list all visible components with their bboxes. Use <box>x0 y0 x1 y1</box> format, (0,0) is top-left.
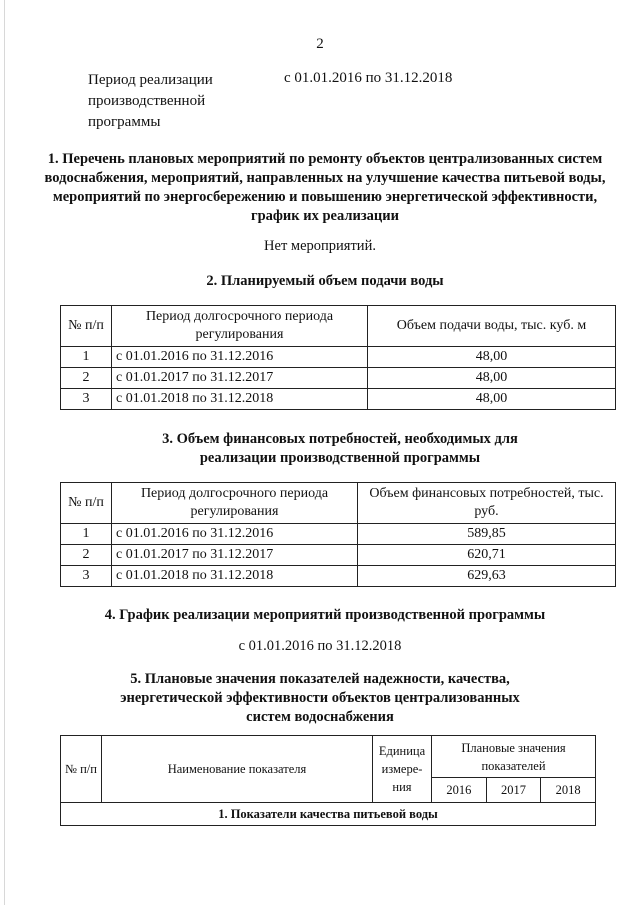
period-label: Период реализации производственной программы <box>88 72 213 130</box>
cell-value: 48,00 <box>368 389 616 410</box>
cell-period: с 01.01.2016 по 31.12.2016 <box>112 524 358 545</box>
header-year: 2017 <box>486 778 541 803</box>
cell-num: 1 <box>61 524 112 545</box>
cell-period: с 01.01.2017 по 31.12.2017 <box>112 368 368 389</box>
cell-value: 48,00 <box>368 368 616 389</box>
header-unit: Единица измере-ния <box>373 736 432 803</box>
section1-note: Нет мероприятий. <box>264 238 376 254</box>
header-year: 2016 <box>432 778 487 803</box>
table-row <box>61 566 616 587</box>
cell-period: с 01.01.2017 по 31.12.2017 <box>112 545 358 566</box>
cell-period: с 01.01.2016 по 31.12.2016 <box>112 347 368 368</box>
header-num: № п/п <box>61 736 102 803</box>
cell-value: 48,00 <box>368 347 616 368</box>
table-row <box>61 389 616 410</box>
header-value: Объем финансовых потребностей, тыс. руб. <box>358 483 616 524</box>
table-header-row <box>61 736 596 778</box>
scan-edge-line <box>4 0 5 905</box>
cell-value: 620,71 <box>358 545 616 566</box>
section1-title: 1. Перечень плановых мероприятий по ремонту объектов централизованных систем водоснабжения, мероприятий, направленных на улучшение качества питьевой воды, мероприятий по энергосбережению и повышению энергетической эффективности, график их реализации <box>44 151 606 224</box>
table-row <box>61 347 616 368</box>
header-planned: Плановые значения показателей <box>432 736 596 778</box>
cell-num: 2 <box>61 545 112 566</box>
section4-title: 4. График реализации мероприятий производственной программы <box>104 607 546 623</box>
water-supply-table <box>60 305 616 410</box>
table-group-row <box>61 803 596 826</box>
page-number: 2 <box>316 36 324 52</box>
group-title: 1. Показатели качества питьевой воды <box>61 803 596 826</box>
cell-num: 2 <box>61 368 112 389</box>
header-period: Период долгосрочного периода регулирования <box>112 483 358 524</box>
financial-needs-table <box>60 482 616 587</box>
table-header-row <box>61 483 616 524</box>
header-name: Наименование показателя <box>102 736 373 803</box>
cell-num: 3 <box>61 389 112 410</box>
table-row <box>61 545 616 566</box>
cell-num: 1 <box>61 347 112 368</box>
table-header-row <box>61 306 616 347</box>
cell-period: с 01.01.2018 по 31.12.2018 <box>112 389 368 410</box>
cell-value: 629,63 <box>358 566 616 587</box>
header-num: № п/п <box>61 306 112 347</box>
header-period: Период долгосрочного периода регулирования <box>112 306 368 347</box>
section4-period: с 01.01.2016 по 31.12.2018 <box>238 638 402 654</box>
section3-title: 3. Объем финансовых потребностей, необходимых для реализации производственной программы <box>162 431 518 466</box>
cell-value: 589,85 <box>358 524 616 545</box>
cell-num: 3 <box>61 566 112 587</box>
section2-title: 2. Планируемый объем подачи воды <box>206 273 444 289</box>
header-value: Объем подачи воды, тыс. куб. м <box>368 306 616 347</box>
section5-title: 5. Плановые значения показателей надежности, качества, энергетической эффективности объектов централизованных систем водоснабжения <box>120 671 520 725</box>
cell-period: с 01.01.2018 по 31.12.2018 <box>112 566 358 587</box>
table-row <box>61 368 616 389</box>
header-year: 2018 <box>541 778 596 803</box>
period-value: с 01.01.2016 по 31.12.2018 <box>284 70 453 86</box>
table-row <box>61 524 616 545</box>
indicators-table <box>60 735 596 826</box>
header-num: № п/п <box>61 483 112 524</box>
